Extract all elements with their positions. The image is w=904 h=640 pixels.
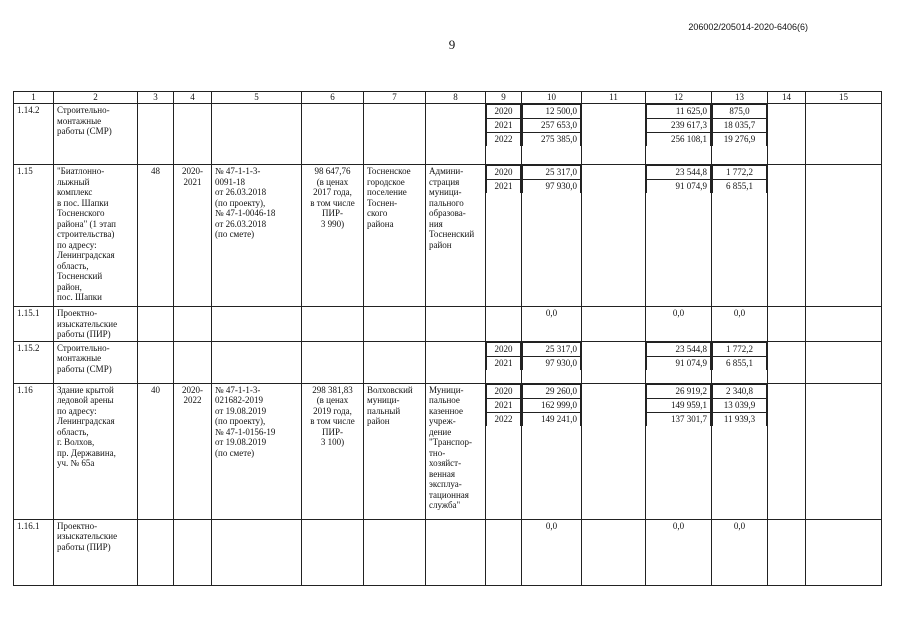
year-cell: 2021 bbox=[487, 398, 521, 412]
budget-table bbox=[13, 91, 882, 586]
value-cell: 239 617,3 bbox=[647, 119, 711, 133]
year-cell: 2020 bbox=[487, 342, 521, 356]
value-cell: 149 959,1 bbox=[647, 398, 711, 412]
table-row bbox=[14, 519, 882, 585]
period-cell: 2020- 2022 bbox=[174, 383, 212, 519]
header-cell: 13 bbox=[712, 92, 768, 104]
row-number: 1.16.1 bbox=[14, 519, 54, 585]
value-cell: 0,0 bbox=[712, 307, 768, 342]
value-cell: 0,0 bbox=[522, 307, 582, 342]
object-name: Проектно- изыскательские работы (ПИР) bbox=[54, 307, 138, 342]
value-cell: 875,0 bbox=[713, 105, 767, 119]
header-cell: 2 bbox=[54, 92, 138, 104]
cost-cell: 98 647,76 (в ценах 2017 года, в том числе ПИР- 3 990) bbox=[302, 165, 364, 307]
document-id: 206002/205014-2020-6406(6) bbox=[688, 22, 808, 32]
header-cell: 14 bbox=[768, 92, 806, 104]
header-cell: 7 bbox=[364, 92, 426, 104]
year-cell: 2022 bbox=[487, 133, 521, 147]
value-cell: 257 653,0 bbox=[523, 119, 581, 133]
header-cell: 4 bbox=[174, 92, 212, 104]
value-cell: 256 108,1 bbox=[647, 133, 711, 147]
value-cell: 25 317,0 bbox=[523, 166, 581, 180]
capacity-cell: 40 bbox=[138, 383, 174, 519]
header-cell: 15 bbox=[806, 92, 882, 104]
row-number: 1.15.2 bbox=[14, 341, 54, 383]
value-cell: 23 544,8 bbox=[647, 166, 711, 180]
header-cell: 8 bbox=[426, 92, 486, 104]
header-cell: 10 bbox=[522, 92, 582, 104]
table-row bbox=[14, 383, 882, 519]
value-cell: 149 241,0 bbox=[523, 412, 581, 426]
header-cell: 9 bbox=[486, 92, 522, 104]
customer-cell: Муници- пальное казенное учреж- дение "Транспор- тно- хозяйст- венная эксплуа- тационная служба" bbox=[426, 383, 486, 519]
municipality-cell: Волховский муници- пальный район bbox=[364, 383, 426, 519]
value-cell: 0,0 bbox=[646, 519, 712, 585]
table-row bbox=[14, 165, 882, 307]
value-cell: 11 625,0 bbox=[647, 105, 711, 119]
table-row bbox=[14, 104, 882, 165]
year-cell: 2021 bbox=[487, 180, 521, 194]
header-cell: 5 bbox=[212, 92, 302, 104]
value-cell: 25 317,0 bbox=[523, 342, 581, 356]
header-cell: 3 bbox=[138, 92, 174, 104]
value-cell: 91 074,9 bbox=[647, 180, 711, 194]
expertise-cell: № 47-1-1-3- 021682-2019 от 19.08.2019 (по проекту), № 47-1-0156-19 от 19.08.2019 (по смете) bbox=[212, 383, 302, 519]
table-row bbox=[14, 307, 882, 342]
header-row bbox=[14, 92, 882, 104]
value-cell: 91 074,9 bbox=[647, 356, 711, 370]
year-cell: 2021 bbox=[487, 356, 521, 370]
header-cell: 11 bbox=[582, 92, 646, 104]
value-cell: 275 385,0 bbox=[523, 133, 581, 147]
value-cell: 12 500,0 bbox=[523, 105, 581, 119]
value-cell: 97 930,0 bbox=[523, 356, 581, 370]
table-row bbox=[14, 341, 882, 383]
value-cell: 1 772,2 bbox=[713, 166, 767, 180]
row-number: 1.14.2 bbox=[14, 104, 54, 165]
year-cell: 2020 bbox=[487, 384, 521, 398]
year-cell: 2022 bbox=[487, 412, 521, 426]
header-cell: 1 bbox=[14, 92, 54, 104]
row-number: 1.15 bbox=[14, 165, 54, 307]
value-cell: 13 039,9 bbox=[713, 398, 767, 412]
value-cell: 11 939,3 bbox=[713, 412, 767, 426]
value-cell: 18 035,7 bbox=[713, 119, 767, 133]
value-cell: 97 930,0 bbox=[523, 180, 581, 194]
object-name: Строительно- монтажные работы (СМР) bbox=[54, 104, 138, 165]
row-number: 1.15.1 bbox=[14, 307, 54, 342]
value-cell: 2 340,8 bbox=[713, 384, 767, 398]
object-name: Строительно- монтажные работы (СМР) bbox=[54, 341, 138, 383]
value-cell: 0,0 bbox=[712, 519, 768, 585]
value-cell: 162 999,0 bbox=[523, 398, 581, 412]
value-cell: 29 260,0 bbox=[523, 384, 581, 398]
object-name: "Биатлонно- лыжный комплекс в пос. Шапки Тосненского района" (1 этап строительства) по адресу: Ленинградская область, Тосненский район, пос. Шапки bbox=[54, 165, 138, 307]
value-cell: 26 919,2 bbox=[647, 384, 711, 398]
header-cell: 12 bbox=[646, 92, 712, 104]
object-name: Проектно- изыскательские работы (ПИР) bbox=[54, 519, 138, 585]
year-cell: 2020 bbox=[487, 105, 521, 119]
value-cell: 6 855,1 bbox=[713, 356, 767, 370]
value-cell: 19 276,9 bbox=[713, 133, 767, 147]
value-cell: 0,0 bbox=[522, 519, 582, 585]
value-cell: 0,0 bbox=[646, 307, 712, 342]
expertise-cell: № 47-1-1-3- 0091-18 от 26.03.2018 (по проекту), № 47-1-0046-18 от 26.03.2018 (по смете) bbox=[212, 165, 302, 307]
value-cell: 137 301,7 bbox=[647, 412, 711, 426]
header-cell: 6 bbox=[302, 92, 364, 104]
year-cell: 2020 bbox=[487, 166, 521, 180]
cost-cell: 298 381,83 (в ценах 2019 года, в том числе ПИР- 3 100) bbox=[302, 383, 364, 519]
municipality-cell: Тосненское городское поселение Тоснен- ского района bbox=[364, 165, 426, 307]
row-number: 1.16 bbox=[14, 383, 54, 519]
value-cell: 6 855,1 bbox=[713, 180, 767, 194]
period-cell: 2020- 2021 bbox=[174, 165, 212, 307]
page-number: 9 bbox=[448, 37, 456, 52]
value-cell: 23 544,8 bbox=[647, 342, 711, 356]
object-name: Здание крытой ледовой арены по адресу: Ленинградская область, г. Волхов, пр. Державина, уч. № 65а bbox=[54, 383, 138, 519]
customer-cell: Админи- страция муници- пального образова- ния Тосненский район bbox=[426, 165, 486, 307]
value-cell: 1 772,2 bbox=[713, 342, 767, 356]
year-cell: 2021 bbox=[487, 119, 521, 133]
capacity-cell: 48 bbox=[138, 165, 174, 307]
